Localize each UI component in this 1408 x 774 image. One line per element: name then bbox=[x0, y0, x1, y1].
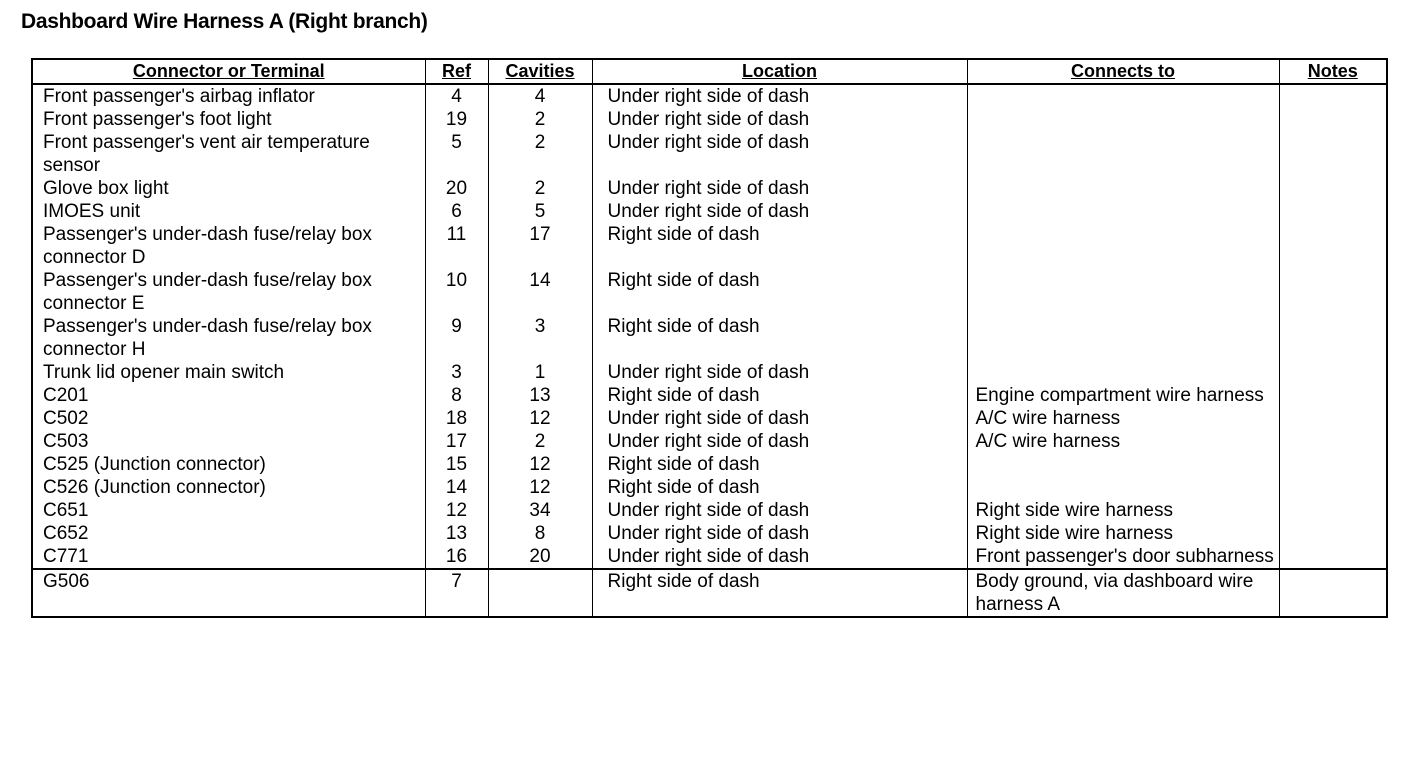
cell-connector: C525 (Junction connector) bbox=[32, 453, 425, 476]
cell-connects-to bbox=[967, 223, 1279, 269]
cell-notes bbox=[1279, 407, 1387, 430]
cell-connector: C652 bbox=[32, 522, 425, 545]
cell-connects-to: Right side wire harness bbox=[967, 499, 1279, 522]
cell-location: Right side of dash bbox=[592, 569, 967, 617]
cell-connector: Passenger's under-dash fuse/relay box connector H bbox=[32, 315, 425, 361]
table-row bbox=[32, 522, 1387, 545]
cell-location: Under right side of dash bbox=[592, 131, 967, 177]
column-header-connects-to: Connects to bbox=[967, 59, 1279, 84]
cell-cavities: 12 bbox=[488, 476, 592, 499]
cell-cavities: 5 bbox=[488, 200, 592, 223]
cell-connector: C502 bbox=[32, 407, 425, 430]
cell-connects-to bbox=[967, 200, 1279, 223]
cell-connector: Trunk lid opener main switch bbox=[32, 361, 425, 384]
cell-connects-to: Front passenger's door subharness bbox=[967, 545, 1279, 569]
cell-ref: 12 bbox=[425, 499, 488, 522]
cell-notes bbox=[1279, 522, 1387, 545]
table-row bbox=[32, 407, 1387, 430]
cell-connects-to: Engine compartment wire harness bbox=[967, 384, 1279, 407]
table-row bbox=[32, 569, 1387, 617]
table-row bbox=[32, 269, 1387, 315]
cell-ref: 18 bbox=[425, 407, 488, 430]
table-row bbox=[32, 545, 1387, 569]
cell-location: Under right side of dash bbox=[592, 545, 967, 569]
cell-connects-to bbox=[967, 315, 1279, 361]
cell-cavities: 34 bbox=[488, 499, 592, 522]
cell-connects-to bbox=[967, 476, 1279, 499]
cell-connects-to bbox=[967, 269, 1279, 315]
cell-location: Right side of dash bbox=[592, 384, 967, 407]
cell-location: Under right side of dash bbox=[592, 522, 967, 545]
cell-notes bbox=[1279, 223, 1387, 269]
table-row bbox=[32, 131, 1387, 177]
cell-ref: 7 bbox=[425, 569, 488, 617]
cell-cavities: 2 bbox=[488, 430, 592, 453]
cell-connects-to: Body ground, via dashboard wire harness A bbox=[967, 569, 1279, 617]
table-row bbox=[32, 453, 1387, 476]
table-body bbox=[32, 84, 1387, 569]
column-header-connector: Connector or Terminal bbox=[32, 59, 425, 84]
cell-ref: 3 bbox=[425, 361, 488, 384]
cell-ref: 10 bbox=[425, 269, 488, 315]
cell-ref: 6 bbox=[425, 200, 488, 223]
cell-location: Under right side of dash bbox=[592, 84, 967, 108]
cell-cavities: 20 bbox=[488, 545, 592, 569]
cell-ref: 20 bbox=[425, 177, 488, 200]
cell-notes bbox=[1279, 499, 1387, 522]
cell-notes bbox=[1279, 569, 1387, 617]
cell-ref: 15 bbox=[425, 453, 488, 476]
column-header-notes: Notes bbox=[1279, 59, 1387, 84]
cell-location: Right side of dash bbox=[592, 223, 967, 269]
cell-connector: C526 (Junction connector) bbox=[32, 476, 425, 499]
table-row bbox=[32, 315, 1387, 361]
cell-cavities: 14 bbox=[488, 269, 592, 315]
cell-connector: Passenger's under-dash fuse/relay box connector E bbox=[32, 269, 425, 315]
table-header-row bbox=[32, 59, 1387, 84]
cell-ref: 19 bbox=[425, 108, 488, 131]
cell-cavities: 12 bbox=[488, 453, 592, 476]
cell-cavities: 17 bbox=[488, 223, 592, 269]
table-row bbox=[32, 499, 1387, 522]
table-row bbox=[32, 361, 1387, 384]
cell-connects-to bbox=[967, 131, 1279, 177]
cell-notes bbox=[1279, 384, 1387, 407]
cell-notes bbox=[1279, 545, 1387, 569]
cell-ref: 11 bbox=[425, 223, 488, 269]
table-row bbox=[32, 108, 1387, 131]
cell-notes bbox=[1279, 453, 1387, 476]
cell-ref: 4 bbox=[425, 84, 488, 108]
cell-connects-to: A/C wire harness bbox=[967, 430, 1279, 453]
table-row bbox=[32, 430, 1387, 453]
cell-cavities bbox=[488, 569, 592, 617]
cell-location: Under right side of dash bbox=[592, 200, 967, 223]
cell-notes bbox=[1279, 476, 1387, 499]
cell-connector: C201 bbox=[32, 384, 425, 407]
cell-connects-to: A/C wire harness bbox=[967, 407, 1279, 430]
cell-notes bbox=[1279, 200, 1387, 223]
cell-ref: 5 bbox=[425, 131, 488, 177]
table-row bbox=[32, 84, 1387, 108]
cell-location: Under right side of dash bbox=[592, 108, 967, 131]
cell-ref: 8 bbox=[425, 384, 488, 407]
cell-location: Right side of dash bbox=[592, 453, 967, 476]
table-row bbox=[32, 476, 1387, 499]
cell-connects-to bbox=[967, 361, 1279, 384]
cell-connector: Glove box light bbox=[32, 177, 425, 200]
cell-notes bbox=[1279, 108, 1387, 131]
column-header-cavities: Cavities bbox=[488, 59, 592, 84]
cell-connector: C771 bbox=[32, 545, 425, 569]
cell-connects-to bbox=[967, 453, 1279, 476]
cell-connector: IMOES unit bbox=[32, 200, 425, 223]
cell-connector: Front passenger's vent air temperature sensor bbox=[32, 131, 425, 177]
cell-location: Right side of dash bbox=[592, 476, 967, 499]
cell-cavities: 4 bbox=[488, 84, 592, 108]
column-header-location: Location bbox=[592, 59, 967, 84]
cell-notes bbox=[1279, 361, 1387, 384]
cell-cavities: 8 bbox=[488, 522, 592, 545]
cell-connector: G506 bbox=[32, 569, 425, 617]
cell-ref: 14 bbox=[425, 476, 488, 499]
cell-ref: 17 bbox=[425, 430, 488, 453]
cell-notes bbox=[1279, 315, 1387, 361]
cell-cavities: 12 bbox=[488, 407, 592, 430]
cell-location: Under right side of dash bbox=[592, 177, 967, 200]
cell-cavities: 2 bbox=[488, 108, 592, 131]
cell-ref: 13 bbox=[425, 522, 488, 545]
page-title: Dashboard Wire Harness A (Right branch) bbox=[21, 10, 428, 33]
table-row bbox=[32, 200, 1387, 223]
cell-connects-to bbox=[967, 84, 1279, 108]
cell-connects-to bbox=[967, 177, 1279, 200]
cell-cavities: 2 bbox=[488, 131, 592, 177]
connector-table bbox=[31, 58, 1388, 618]
cell-connects-to bbox=[967, 108, 1279, 131]
cell-notes bbox=[1279, 269, 1387, 315]
cell-connector: Front passenger's airbag inflator bbox=[32, 84, 425, 108]
cell-connector: C503 bbox=[32, 430, 425, 453]
table-row bbox=[32, 384, 1387, 407]
cell-cavities: 1 bbox=[488, 361, 592, 384]
table-row bbox=[32, 177, 1387, 200]
cell-location: Right side of dash bbox=[592, 315, 967, 361]
cell-location: Under right side of dash bbox=[592, 499, 967, 522]
cell-connector: Front passenger's foot light bbox=[32, 108, 425, 131]
column-header-ref: Ref bbox=[425, 59, 488, 84]
cell-location: Under right side of dash bbox=[592, 407, 967, 430]
cell-connector: Passenger's under-dash fuse/relay box connector D bbox=[32, 223, 425, 269]
cell-ref: 9 bbox=[425, 315, 488, 361]
cell-location: Under right side of dash bbox=[592, 430, 967, 453]
cell-notes bbox=[1279, 430, 1387, 453]
cell-cavities: 2 bbox=[488, 177, 592, 200]
cell-location: Under right side of dash bbox=[592, 361, 967, 384]
cell-cavities: 3 bbox=[488, 315, 592, 361]
cell-location: Right side of dash bbox=[592, 269, 967, 315]
cell-cavities: 13 bbox=[488, 384, 592, 407]
cell-notes bbox=[1279, 84, 1387, 108]
cell-ref: 16 bbox=[425, 545, 488, 569]
cell-notes bbox=[1279, 131, 1387, 177]
cell-connector: C651 bbox=[32, 499, 425, 522]
table-row bbox=[32, 223, 1387, 269]
cell-connects-to: Right side wire harness bbox=[967, 522, 1279, 545]
cell-notes bbox=[1279, 177, 1387, 200]
